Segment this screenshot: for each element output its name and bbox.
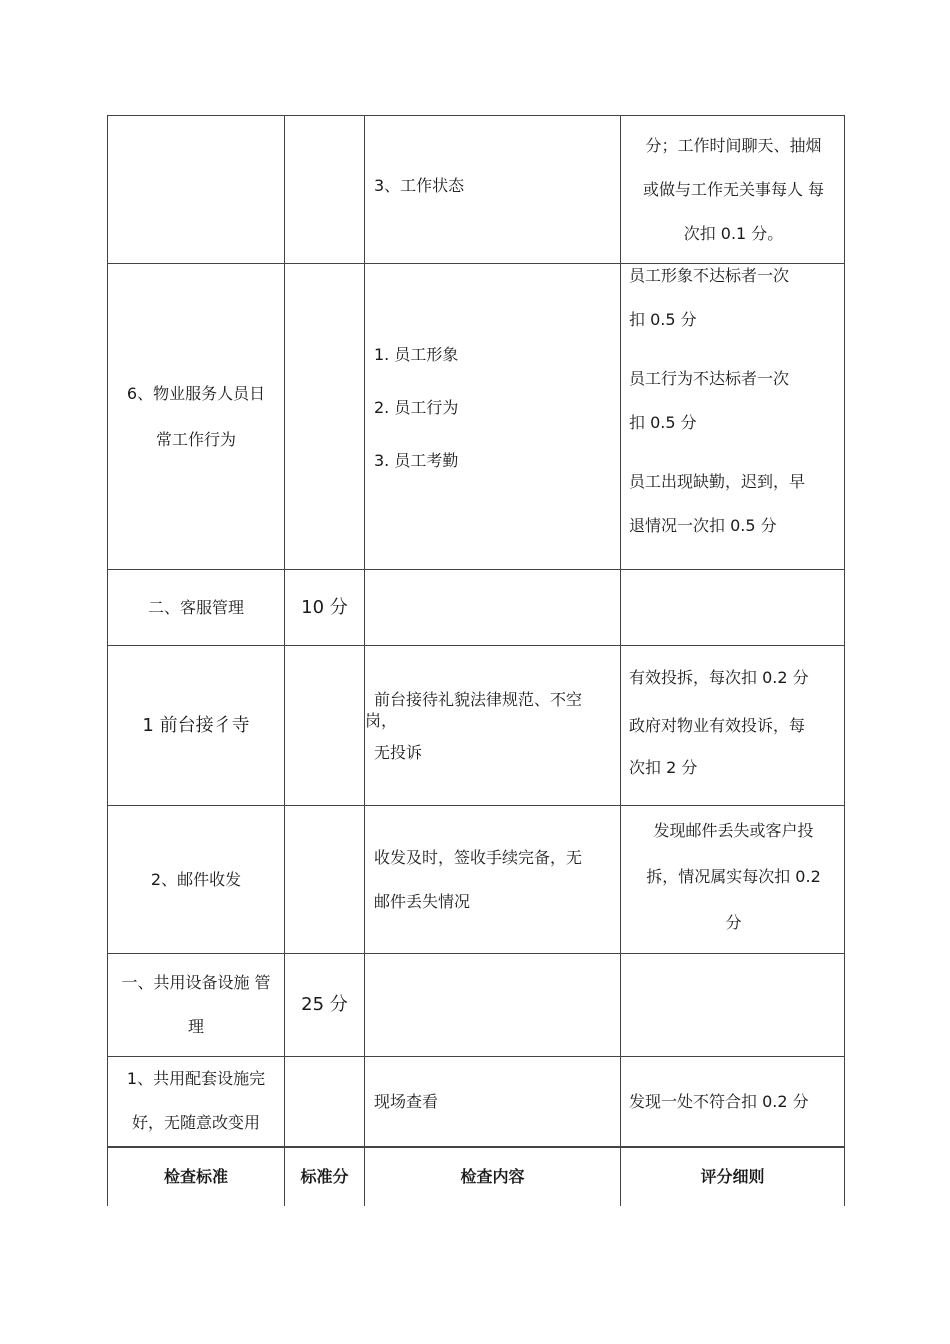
standard-cell: 1、共用配套设施完 好，无随意改变用 [108, 1057, 285, 1147]
inspection-table-page [107, 115, 844, 1206]
rules-cell: 发现邮件丢失或客户投 拆，情况属实每次扣 0.2 分 [621, 806, 845, 954]
table-row [108, 646, 845, 806]
score-cell [285, 646, 365, 806]
table-row [108, 806, 845, 954]
standard-cell: 1 前台接彳寺 [108, 646, 285, 806]
inspection-table [107, 115, 845, 1206]
rules-cell: 分；工作时间聊天、抽烟 或做与工作无关事每人 每 次扣 0.1 分。 [621, 116, 845, 264]
content-cell: 现场查看 [365, 1057, 621, 1147]
content-cell: 3、工作状态 [365, 116, 621, 264]
content-cell [365, 954, 621, 1057]
table-row [108, 116, 845, 264]
standard-cell: 2、邮件收发 [108, 806, 285, 954]
score-cell [285, 116, 365, 264]
header-rules: 评分细则 [621, 1147, 845, 1206]
table-row [108, 570, 845, 646]
content-cell [365, 570, 621, 646]
header-content: 检查内容 [365, 1147, 621, 1206]
rules-cell: 发现一处不符合扣 0.2 分 [621, 1057, 845, 1147]
standard-cell: 二、客服管理 [108, 570, 285, 646]
score-cell [285, 806, 365, 954]
score-cell: 10 分 [285, 570, 365, 646]
header-standard: 检查标准 [108, 1147, 285, 1206]
table-row [108, 264, 845, 570]
score-cell [285, 264, 365, 570]
standard-cell: 6、物业服务人员日 常工作行为 [108, 264, 285, 570]
content-cell: 1. 员工形象 2. 员工行为 3. 员工考勤 [365, 264, 621, 570]
content-cell: 收发及时，签收手续完备，无 邮件丢失情况 [365, 806, 621, 954]
header-score: 标准分 [285, 1147, 365, 1206]
table-row [108, 954, 845, 1057]
rules-cell: 有效投拆，每次扣 0.2 分 政府对物业有效投诉，每 次扣 2 分 [621, 646, 845, 806]
standard-cell [108, 116, 285, 264]
rules-cell [621, 570, 845, 646]
rules-cell: 员工形象不达标者一次 扣 0.5 分 员工行为不达标者一次 扣 0.5 分 员工出现缺勤，迟到，早 退情况一次扣 0.5 分 [621, 264, 845, 570]
score-cell [285, 1057, 365, 1147]
header-row [108, 1147, 845, 1206]
rules-cell [621, 954, 845, 1057]
content-cell: 前台接待礼貌法律规范、不空 岗， 无投诉 [365, 646, 621, 806]
table-row [108, 1057, 845, 1147]
standard-cell: 一、共用设备设施 管 理 [108, 954, 285, 1057]
score-cell: 25 分 [285, 954, 365, 1057]
